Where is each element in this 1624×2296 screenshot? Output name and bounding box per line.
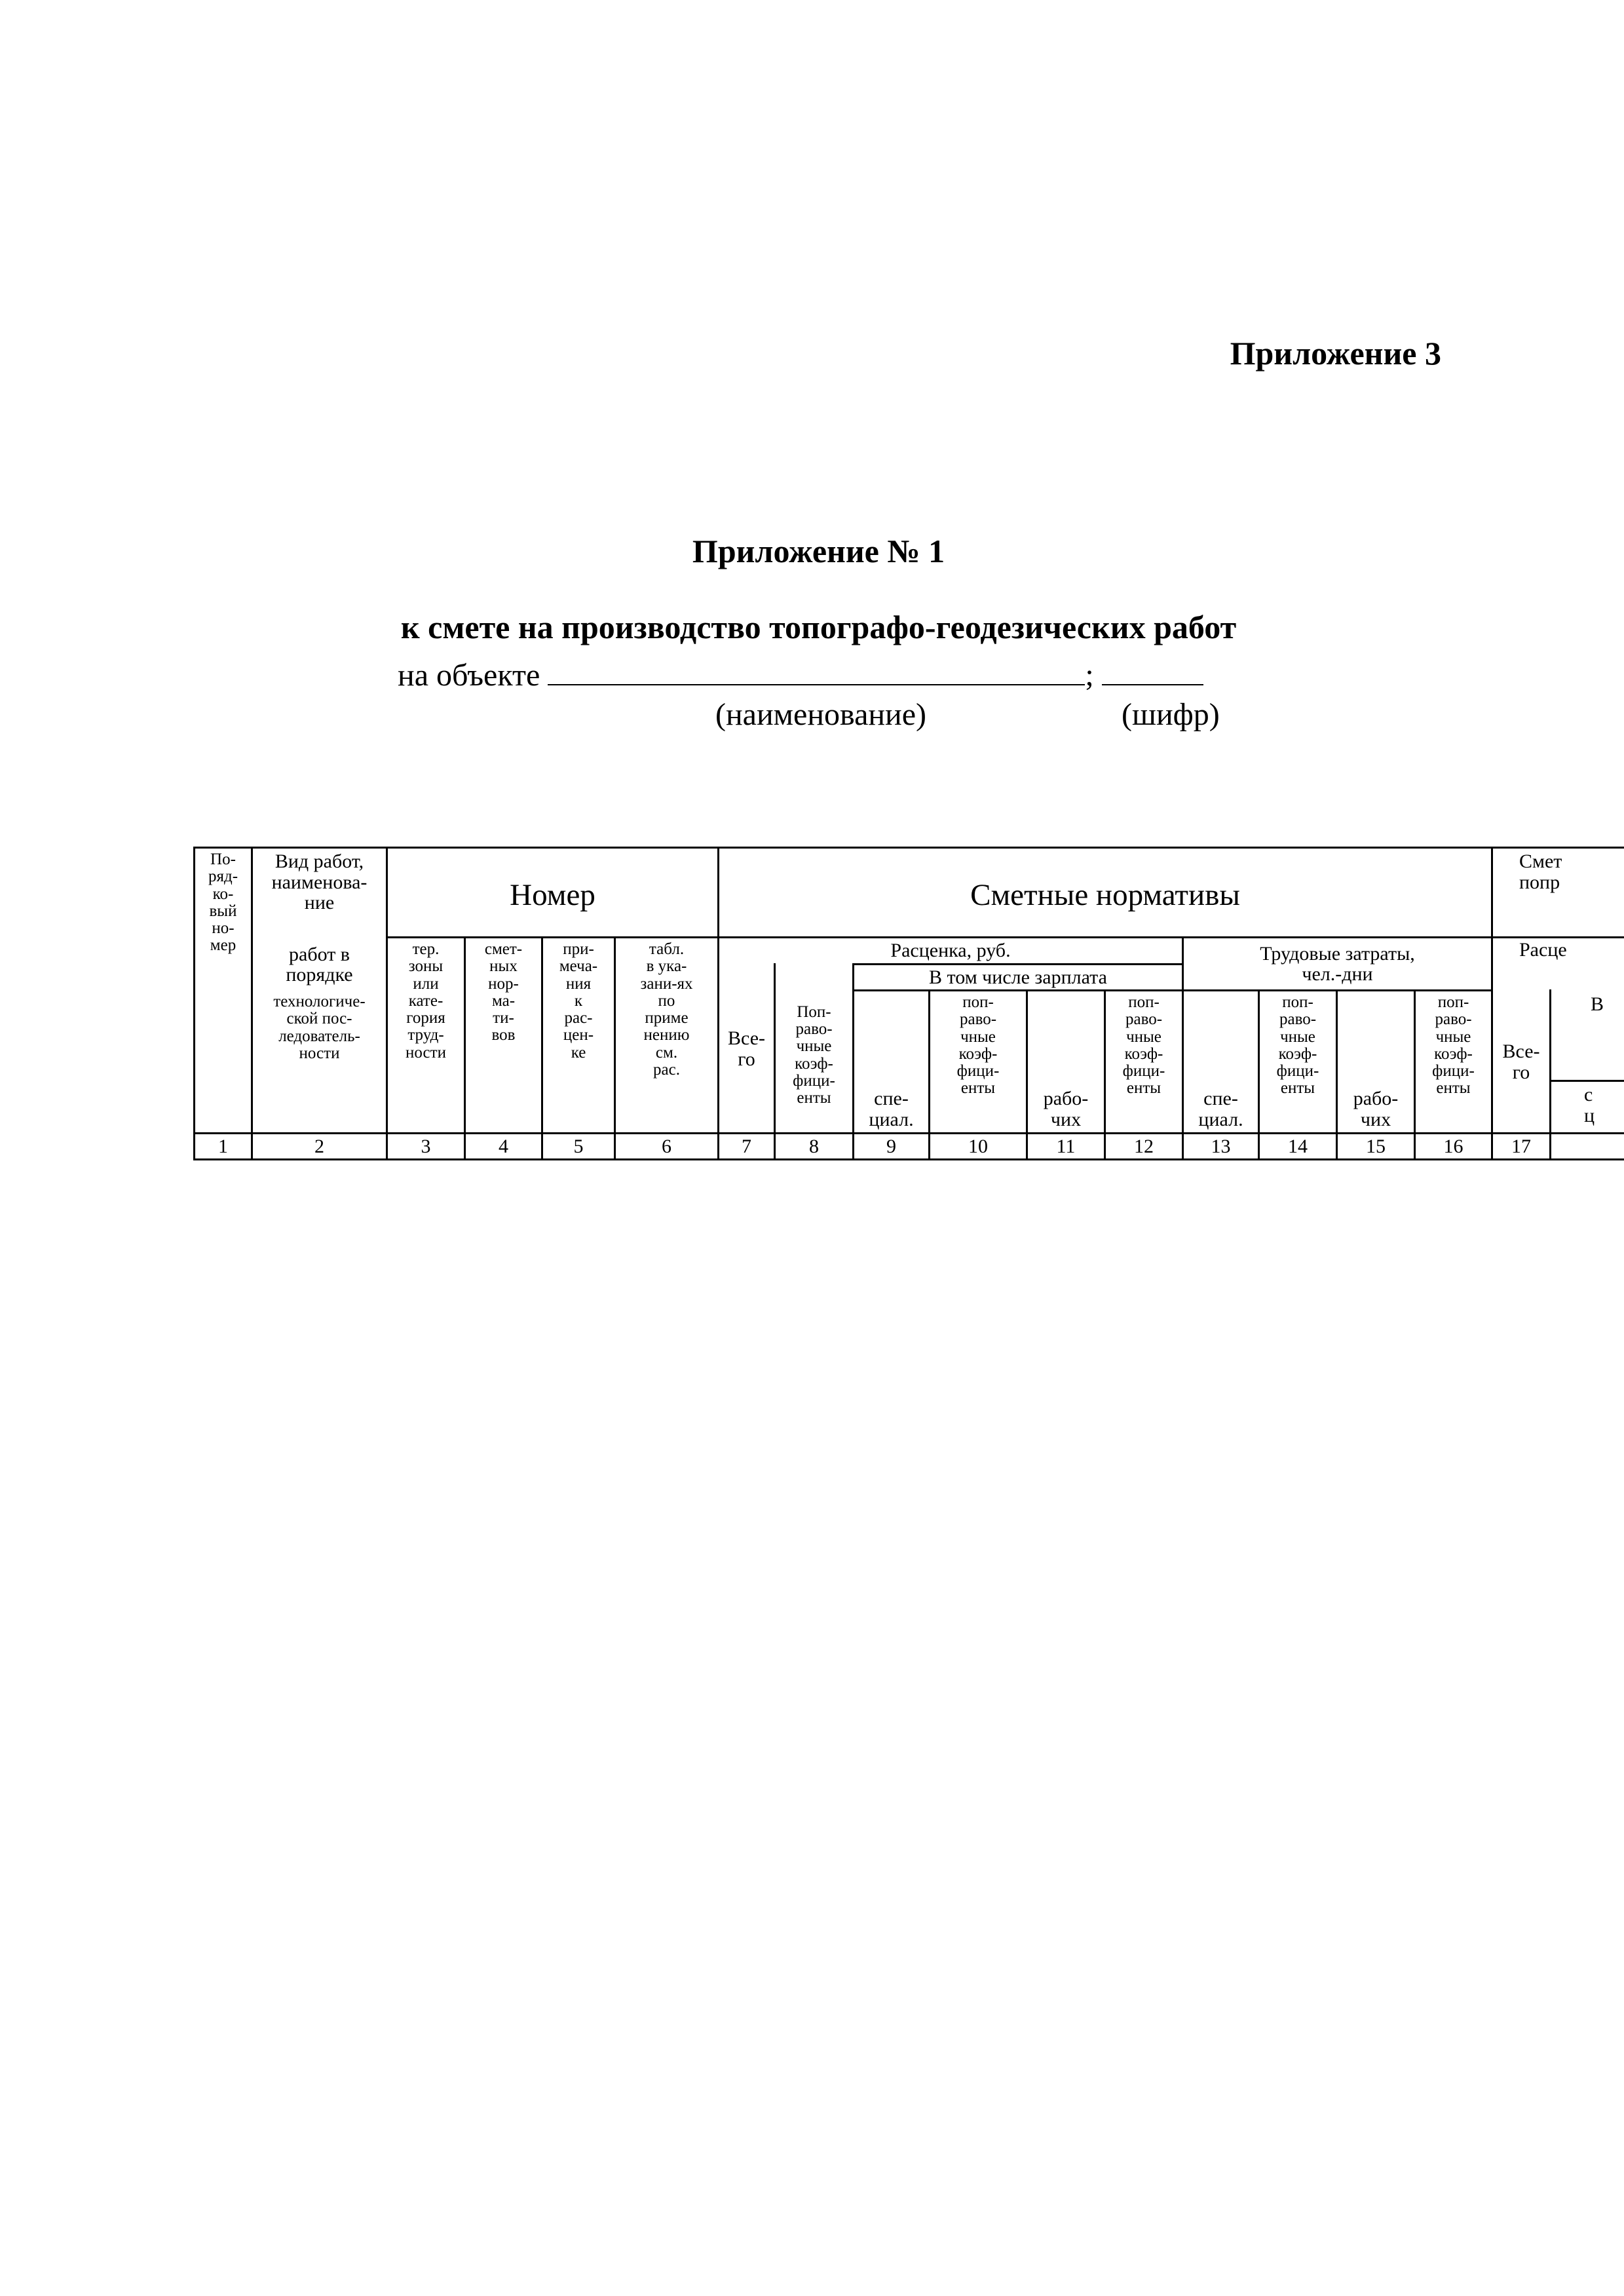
col-correction-coef-3: поп- раво- чные коэф- фици- енты: [1122, 993, 1165, 1098]
col-labor-specialists: спе- циал.: [1198, 1088, 1243, 1130]
col-correction-coef-5: поп- раво- чные коэф- фици- енты: [1432, 993, 1475, 1098]
col-number: 9: [886, 1135, 896, 1157]
col-work-type-bottom: технологиче- ской пос- ледователь- ности: [273, 993, 366, 1062]
col-correction-coef-2: поп- раво- чные коэф- фици- енты: [956, 993, 1000, 1098]
col-number: 14: [1288, 1135, 1308, 1157]
caption-name: (наименование): [715, 697, 927, 732]
col-number: 7: [742, 1135, 751, 1157]
col-cut-c: с ц: [1584, 1084, 1595, 1126]
group-rate-rub: Расценка, руб.: [890, 940, 1011, 962]
object-prefix: на объекте: [398, 658, 540, 693]
group-rate-cut: Расце: [1519, 939, 1567, 961]
col-territory-zone: тер. зоны или кате- гория труд- ности: [406, 940, 446, 1062]
col-cut-b: В: [1591, 993, 1604, 1015]
group-number: Номер: [510, 878, 595, 913]
col-number: 15: [1366, 1135, 1386, 1157]
col-order-number: По- ряд- ко- вый но- мер: [208, 851, 238, 955]
col-specialists: спе- циал.: [869, 1088, 914, 1130]
col-correction-coef: Поп- раво- чные коэф- фици- енты: [793, 1003, 835, 1107]
object-cipher-blank: [1102, 659, 1203, 685]
col-number: 6: [662, 1135, 671, 1157]
col-number: 13: [1211, 1135, 1231, 1157]
document-subtitle: к смете на производство топографо-геодезических работ: [400, 609, 1237, 645]
col-number: 12: [1134, 1135, 1154, 1157]
col-number: 10: [968, 1135, 988, 1157]
separator: ;: [1085, 658, 1094, 693]
appendix-1-title: Приложение № 1: [692, 533, 945, 569]
col-number: 1: [218, 1135, 228, 1157]
col-rate-notes: при- меча- ния к рас- цен- ке: [559, 940, 598, 1062]
col-number: 5: [573, 1135, 584, 1157]
col-number: 8: [809, 1135, 819, 1157]
col-total: Все- го: [728, 1027, 765, 1070]
group-estimate-norms: Сметные нормативы: [970, 878, 1240, 913]
col-work-type-mid: работ в порядке: [286, 943, 353, 985]
group-incl-salary: В том числе зарплата: [929, 966, 1107, 988]
col-total-cut: Все- го: [1502, 1041, 1540, 1083]
col-number: 2: [314, 1135, 324, 1157]
caption-cipher: (шифр): [1122, 697, 1220, 732]
appendix-3-label: Приложение 3: [1230, 335, 1441, 372]
group-labor-costs: Трудовые затраты, чел.-дни: [1260, 942, 1415, 985]
col-number: 17: [1511, 1135, 1531, 1157]
col-number: 16: [1443, 1135, 1463, 1157]
col-number: 11: [1056, 1135, 1076, 1157]
col-number: 4: [499, 1135, 508, 1157]
object-name-blank: [548, 659, 1085, 685]
col-correction-coef-4: поп- раво- чные коэф- фици- енты: [1276, 993, 1319, 1098]
col-work-type-top: Вид работ, наименова- ние: [271, 851, 368, 913]
col-estimate-norms-number: смет- ных нор- ма- ти- вов: [484, 940, 523, 1044]
col-workers: рабо- чих: [1043, 1088, 1089, 1130]
col-labor-workers: рабо- чих: [1353, 1088, 1399, 1130]
col-number: 3: [421, 1135, 431, 1157]
object-line: [398, 657, 1203, 693]
col-table-in-instructions: табл. в ука- зани-ях по приме нению см. рас.: [640, 940, 693, 1079]
group-estimate-cut: Смет попр: [1519, 851, 1562, 893]
